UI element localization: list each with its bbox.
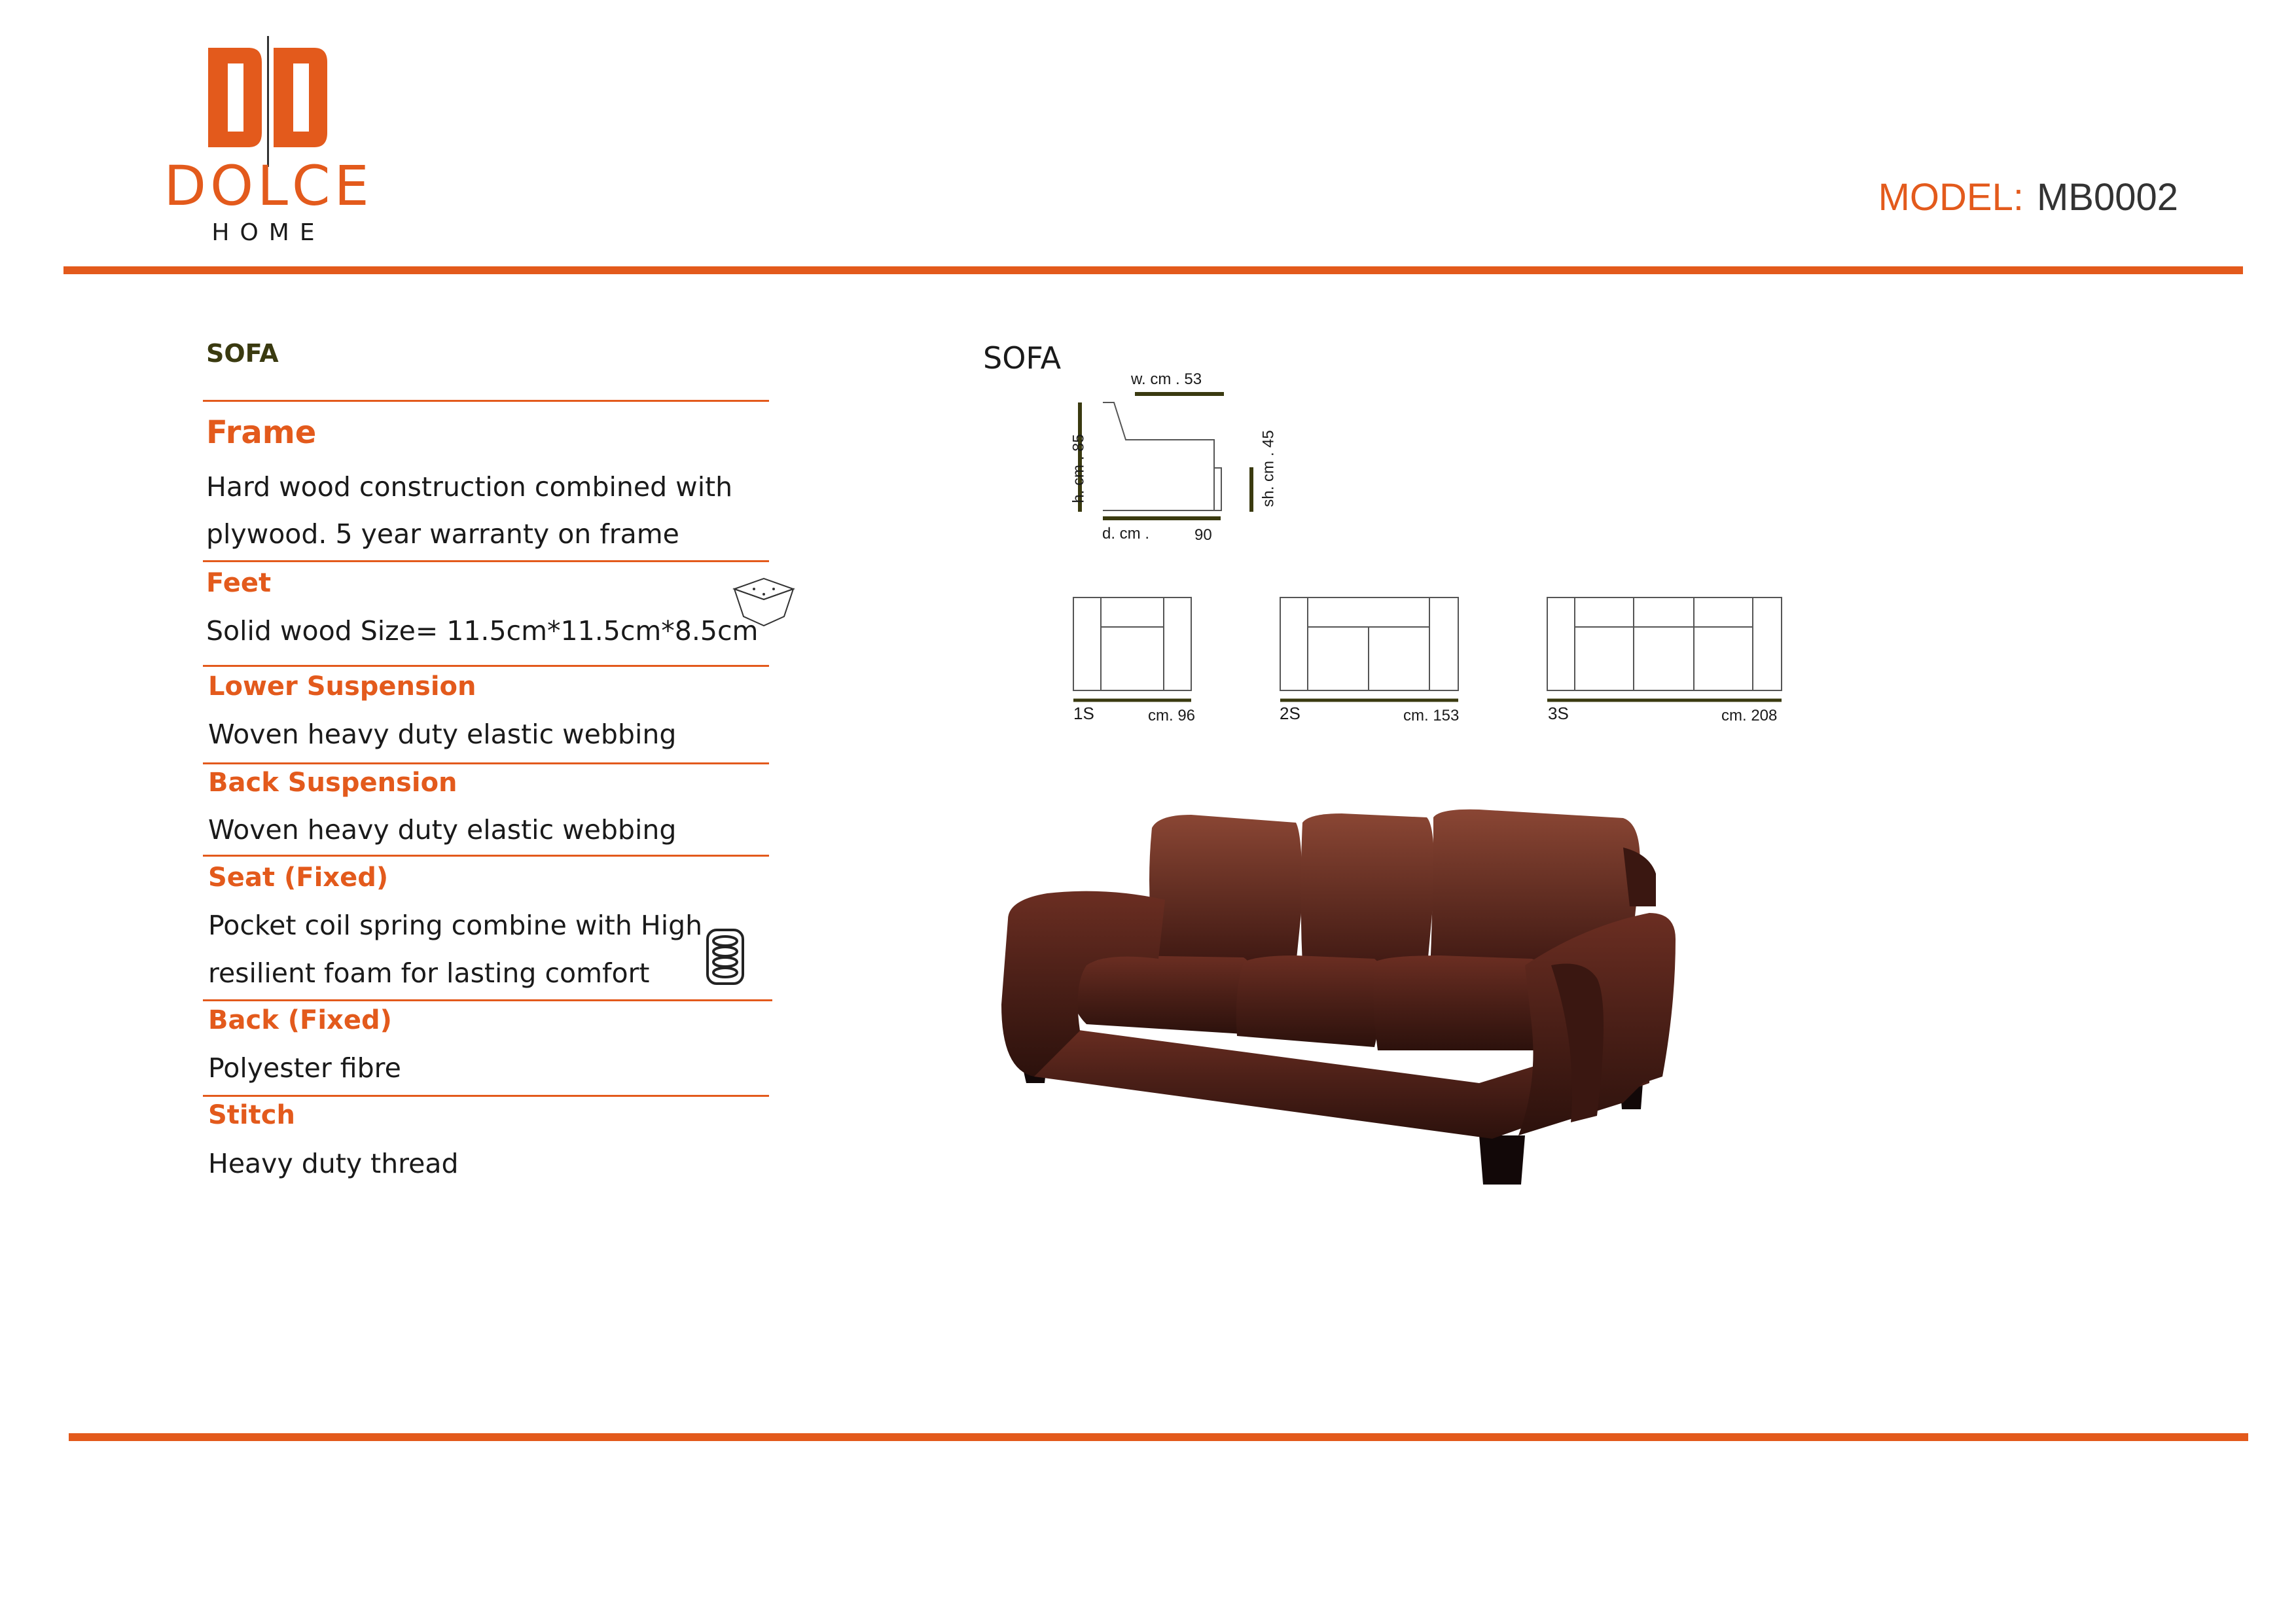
spec-divider	[203, 762, 769, 764]
depth-dimension-label: d. cm .	[1102, 525, 1150, 543]
variant-1s-size: cm. 96	[1148, 707, 1196, 724]
spec-divider	[203, 665, 769, 667]
spec-heading-lower-suspension: Lower Suspension	[208, 671, 476, 702]
variant-1s-diagram	[1067, 592, 1198, 704]
variant-2s-size: cm. 153	[1403, 707, 1460, 724]
spec-divider	[203, 855, 769, 857]
spec-text-frame-line1: Hard wood construction combined with	[206, 471, 733, 503]
spec-text-frame-line2: plywood. 5 year warranty on frame	[206, 518, 679, 550]
spec-heading-stitch: Stitch	[208, 1100, 295, 1130]
variant-2s-code: 2S	[1280, 704, 1300, 723]
spec-heading-back-suspension: Back Suspension	[208, 768, 457, 798]
spec-text-stitch: Heavy duty thread	[208, 1148, 459, 1179]
seat-height-dimension: sh. cm . 45	[1259, 430, 1278, 507]
spec-divider	[203, 400, 769, 402]
side-view-diagram	[1073, 386, 1289, 530]
wooden-foot-icon	[728, 576, 800, 628]
spec-text-seat-line1: Pocket coil spring combine with High	[208, 910, 703, 941]
model-info	[1878, 175, 2178, 219]
spec-heading-feet: Feet	[206, 568, 272, 598]
spec-text-lower-suspension: Woven heavy duty elastic webbing	[208, 719, 677, 750]
sofa-product-image	[995, 808, 1689, 1194]
spec-heading-seat: Seat (Fixed)	[208, 863, 389, 893]
variant-2s-diagram	[1275, 592, 1465, 704]
spec-heading-frame: Frame	[206, 414, 317, 451]
spec-text-back: Polyester fibre	[208, 1052, 401, 1084]
brand-subtitle: HOME	[211, 219, 325, 246]
header-divider	[63, 266, 2243, 274]
variant-3s-size: cm. 208	[1721, 707, 1778, 724]
footer-divider	[69, 1433, 2248, 1441]
variant-1s-code: 1S	[1073, 704, 1094, 723]
coil-spring-icon	[706, 928, 745, 986]
model-label: MODEL:	[1878, 176, 2024, 219]
spec-text-feet: Solid wood Size= 11.5cm*11.5cm*8.5cm	[206, 615, 759, 647]
spec-divider	[203, 1095, 769, 1097]
variant-3s-diagram	[1542, 592, 1788, 704]
spec-text-back-suspension: Woven heavy duty elastic webbing	[208, 814, 677, 846]
height-dimension: h. cm . 85	[1069, 434, 1088, 503]
width-dimension: w. cm . 53	[1131, 370, 1202, 388]
dolce-logo-mark	[151, 36, 386, 167]
spec-heading-back: Back (Fixed)	[208, 1005, 392, 1035]
diagram-title: SOFA	[983, 340, 1062, 376]
spec-text-seat-line2: resilient foam for lasting comfort	[208, 957, 650, 989]
brand-name: DOLCE	[164, 154, 373, 218]
variant-3s-code: 3S	[1548, 704, 1569, 723]
model-value: MB0002	[2036, 176, 2178, 219]
spec-divider	[203, 999, 772, 1001]
depth-dimension-value: 90	[1194, 526, 1212, 544]
spec-divider	[203, 560, 769, 562]
document-title: SOFA	[206, 339, 279, 368]
